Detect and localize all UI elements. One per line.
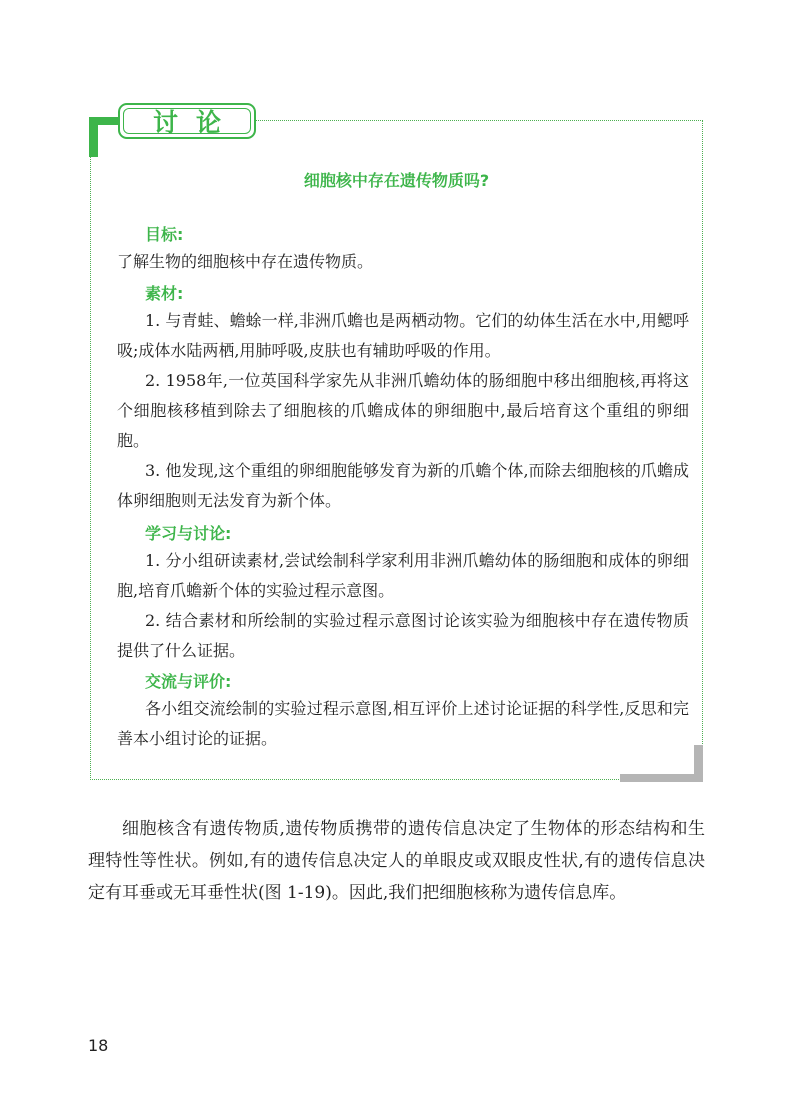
materials-item-1: 1. 与青蛙、蟾蜍一样,非洲爪蟾也是两栖动物。它们的幼体生活在水中,用鳃呼吸;成体水陆两栖,用肺呼吸,皮肤也有辅助呼吸的作用。 bbox=[117, 311, 689, 360]
page-number: 18 bbox=[88, 1036, 109, 1055]
study-heading: 学习与讨论: bbox=[145, 524, 232, 543]
study-item-2: 2. 结合素材和所绘制的实验过程示意图讨论该实验为细胞核中存在遗传物质提供了什么证据。 bbox=[117, 611, 689, 660]
goal-heading: 目标: bbox=[145, 225, 184, 244]
materials-item-2: 2. 1958年,一位英国科学家先从非洲爪蟾幼体的肠细胞中移出细胞核,再将这个细胞核移植到除去了细胞核的爪蟾成体的卵细胞中,最后培育这个重组的卵细胞。 bbox=[117, 371, 689, 450]
exchange-heading: 交流与评价: bbox=[145, 672, 232, 691]
discussion-corner-bottom-right-bar bbox=[620, 774, 703, 782]
goal-text: 了解生物的细胞核中存在遗传物质。 bbox=[117, 252, 374, 271]
discussion-tag-label: 讨论 bbox=[123, 108, 251, 134]
discussion-corner-top-left-bar bbox=[89, 117, 121, 125]
body-text bbox=[88, 813, 705, 909]
materials-item-3: 3. 他发现,这个重组的卵细胞能够发育为新的爪蟾个体,而除去细胞核的爪蟾成体卵细胞则无法发育为新个体。 bbox=[117, 461, 689, 510]
body-paragraph: 细胞核含有遗传物质,遗传物质携带的遗传信息决定了生物体的形态结构和生理特性等性状。例如,有的遗传信息决定人的单眼皮或双眼皮性状,有的遗传信息决定有耳垂或无耳垂性状(图 1-19)。因此,我们把细胞核称为遗传信息库。 bbox=[88, 819, 705, 903]
exchange-text: 各小组交流绘制的实验过程示意图,相互评价上述讨论证据的科学性,反思和完善本小组讨论的证据。 bbox=[117, 699, 689, 748]
discussion-title: 细胞核中存在遗传物质吗? bbox=[303, 171, 490, 190]
materials-heading: 素材: bbox=[145, 284, 184, 303]
study-item-1: 1. 分小组研读素材,尝试绘制科学家利用非洲爪蟾幼体的肠细胞和成体的卵细胞,培育爪蟾新个体的实验过程示意图。 bbox=[117, 551, 689, 600]
discussion-content bbox=[117, 222, 689, 754]
discussion-tag bbox=[118, 103, 256, 139]
